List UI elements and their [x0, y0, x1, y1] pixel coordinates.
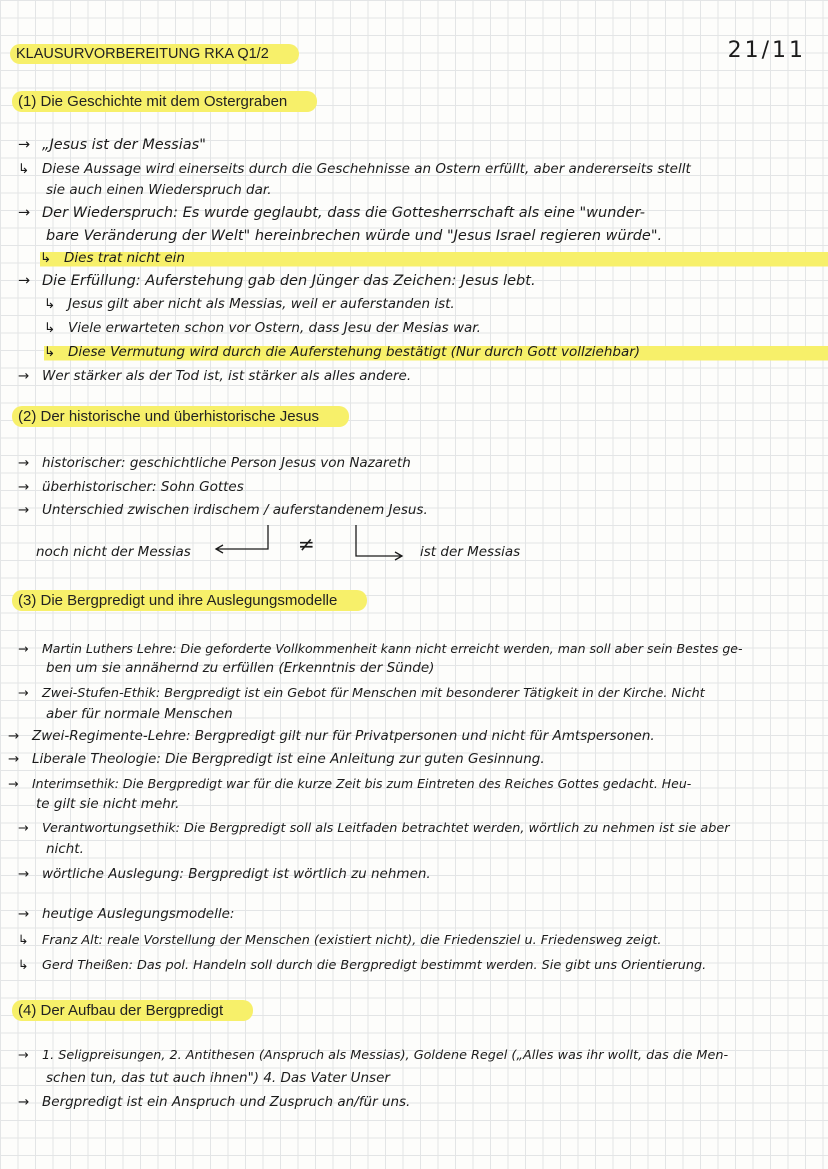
note-line: [18, 203, 818, 224]
arrow-right-icon: →: [18, 502, 30, 518]
note-text: sie auch einen Wiederspruch dar.: [46, 182, 272, 198]
note-line: [46, 839, 828, 860]
arrow-right-icon: →: [8, 728, 20, 744]
arrow-right-icon: →: [18, 205, 31, 221]
note-text: „Jesus ist der Messias": [42, 137, 206, 153]
note-line: [46, 226, 828, 247]
note-text: Diese Aussage wird einerseits durch die Geschehnisse an Ostern erfüllt, aber andererseits stellt: [42, 161, 691, 177]
note-text: Zwei-Stufen-Ethik: Bergpredigt ist ein Gebot für Menschen mit besonderer Tätigkeit in der Kirche. Nicht: [42, 686, 705, 701]
arrow-right-head: [395, 552, 402, 560]
note-line: [18, 453, 818, 474]
note-line: [18, 930, 818, 951]
note-text: wörtliche Auslegung: Bergpredigt ist wörtlich zu nehmen.: [42, 866, 431, 882]
arrow-return-icon: ↳: [44, 320, 56, 336]
note-text: te gilt sie nicht mehr.: [36, 796, 180, 812]
page-date: 21/11: [727, 38, 806, 63]
section-heading-2: (2) Der historische und überhistorische Jesus: [12, 406, 349, 427]
note-line: [18, 500, 818, 521]
note-text: Wer stärker als der Tod ist, ist stärker als alles andere.: [42, 368, 412, 384]
arrow-right-icon: →: [18, 906, 30, 922]
arrow-right-icon: →: [8, 776, 19, 791]
note-line: [44, 342, 828, 363]
page-title: KLAUSURVORBEREITUNG RKA Q1/2: [10, 44, 299, 64]
arrow-right-icon: →: [18, 455, 30, 471]
arrow-return-icon: ↳: [18, 933, 29, 948]
note-text: Der Wiederspruch: Es wurde geglaubt, dass die Gottesherrschaft als eine "wunder-: [42, 205, 645, 221]
note-text: Zwei-Regimente-Lehre: Bergpredigt gilt nur für Privatpersonen und nicht für Amtspersonen.: [32, 728, 655, 744]
arrow-right-icon: →: [18, 686, 29, 701]
note-text: 1. Seligpreisungen, 2. Antithesen (Anspruch als Messias), Goldene Regel („Alles was ihr wollt, das die Men-: [42, 1048, 729, 1063]
note-line: [18, 638, 818, 659]
note-line: [44, 294, 828, 315]
note-text: Gerd Theißen: Das pol. Handeln soll durch die Bergpredigt bestimmt werden. Sie gibt uns Orientierung.: [42, 958, 707, 973]
diagram-left-label: noch nicht der Messias: [36, 544, 191, 560]
arrow-right-icon: →: [18, 1048, 29, 1063]
note-text: Dies trat nicht ein: [64, 250, 185, 266]
arrow-right-icon: →: [8, 751, 20, 767]
note-line: [18, 271, 818, 292]
arrow-right-icon: →: [18, 368, 30, 384]
section-heading-3: (3) Die Bergpredigt und ihre Auslegungsmodelle: [12, 590, 367, 611]
note-line: [18, 955, 818, 976]
note-text: Verantwortungsethik: Die Bergpredigt soll als Leitfaden betrachtet werden, wörtlich zu nehmen ist sie aber: [42, 821, 730, 836]
arrow-right-icon: →: [18, 866, 30, 882]
arrow-return-icon: ↳: [18, 958, 29, 973]
note-line: [8, 726, 808, 747]
arrow-left-icon: [216, 525, 268, 549]
section-heading-1: (1) Die Geschichte mit dem Ostergraben: [12, 91, 317, 112]
arrow-right-icon: →: [18, 1094, 30, 1110]
arrow-right-icon: [356, 525, 402, 556]
note-line: [18, 818, 818, 839]
note-text: heutige Auslegungsmodelle:: [42, 906, 235, 922]
arrow-right-icon: →: [18, 641, 29, 656]
section-heading-4: (4) Der Aufbau der Bergpredigt: [12, 1000, 253, 1021]
note-line: [44, 318, 828, 339]
note-text: aber für normale Menschen: [46, 706, 233, 722]
arrow-left-head: [216, 545, 223, 553]
arrow-return-icon: ↳: [18, 161, 30, 177]
arrow-right-icon: →: [18, 479, 30, 495]
not-equal-sign: ≠: [298, 532, 315, 556]
arrow-right-icon: →: [18, 137, 31, 153]
note-text: Interimsethik: Die Bergpredigt war für die kurze Zeit bis zum Eintreten des Reiches Gottes gedacht. Heu-: [32, 776, 692, 791]
note-text: Die Erfüllung: Auferstehung gab den Jünger das Zeichen: Jesus lebt.: [42, 273, 536, 289]
note-text: Unterschied zwischen irdischem / auferstandenem Jesus.: [42, 502, 428, 518]
arrow-right-icon: →: [18, 273, 31, 289]
arrow-return-icon: ↳: [44, 344, 56, 360]
note-text: Diese Vermutung wird durch die Auferstehung bestätigt (Nur durch Gott vollziehbar): [68, 344, 641, 360]
note-text: Bergpredigt ist ein Anspruch und Zuspruch an/für uns.: [42, 1094, 411, 1110]
note-line: [18, 683, 818, 704]
arrow-right-icon: →: [18, 821, 29, 836]
note-line: [18, 1092, 818, 1113]
note-text: Viele erwarteten schon vor Ostern, dass Jesu der Mesias war.: [68, 320, 481, 336]
note-line: [18, 366, 818, 387]
note-line: [18, 1045, 818, 1066]
note-line: [40, 248, 828, 269]
note-text: ben um sie annähernd zu erfüllen (Erkenntnis der Sünde): [46, 660, 435, 676]
note-text: überhistorischer: Sohn Gottes: [42, 479, 244, 495]
note-text: historischer: geschichtliche Person Jesus von Nazareth: [42, 455, 411, 471]
note-line: [46, 1068, 828, 1089]
note-line: [8, 773, 808, 794]
note-text: schen tun, das tut auch ihnen") 4. Das Vater Unser: [46, 1070, 390, 1086]
note-line: [46, 180, 828, 201]
diagram-right-label: ist der Messias: [420, 544, 521, 560]
note-text: Liberale Theologie: Die Bergpredigt ist eine Anleitung zur guten Gesinnung.: [32, 751, 545, 767]
arrow-return-icon: ↳: [40, 250, 52, 266]
note-text: Franz Alt: reale Vorstellung der Menschen (existiert nicht), die Friedensziel u. Friedensweg zeigt.: [42, 933, 662, 948]
note-line: [18, 864, 818, 885]
note-text: nicht.: [46, 841, 84, 857]
arrow-return-icon: ↳: [44, 296, 56, 312]
note-line: [18, 159, 818, 180]
note-line: [46, 704, 828, 725]
note-text: Martin Luthers Lehre: Die geforderte Vollkommenheit kann nicht erreicht werden, man soll aber sein Bestes ge-: [42, 641, 743, 656]
note-line: [36, 794, 828, 815]
note-line: [18, 477, 818, 498]
note-line: [8, 749, 808, 770]
note-line: [18, 135, 818, 156]
note-line: [18, 904, 818, 925]
note-text: Jesus gilt aber nicht als Messias, weil er auferstanden ist.: [68, 296, 455, 312]
note-line: [46, 658, 828, 679]
note-text: bare Veränderung der Welt" hereinbrechen würde und "Jesus Israel regieren würde".: [46, 228, 663, 244]
